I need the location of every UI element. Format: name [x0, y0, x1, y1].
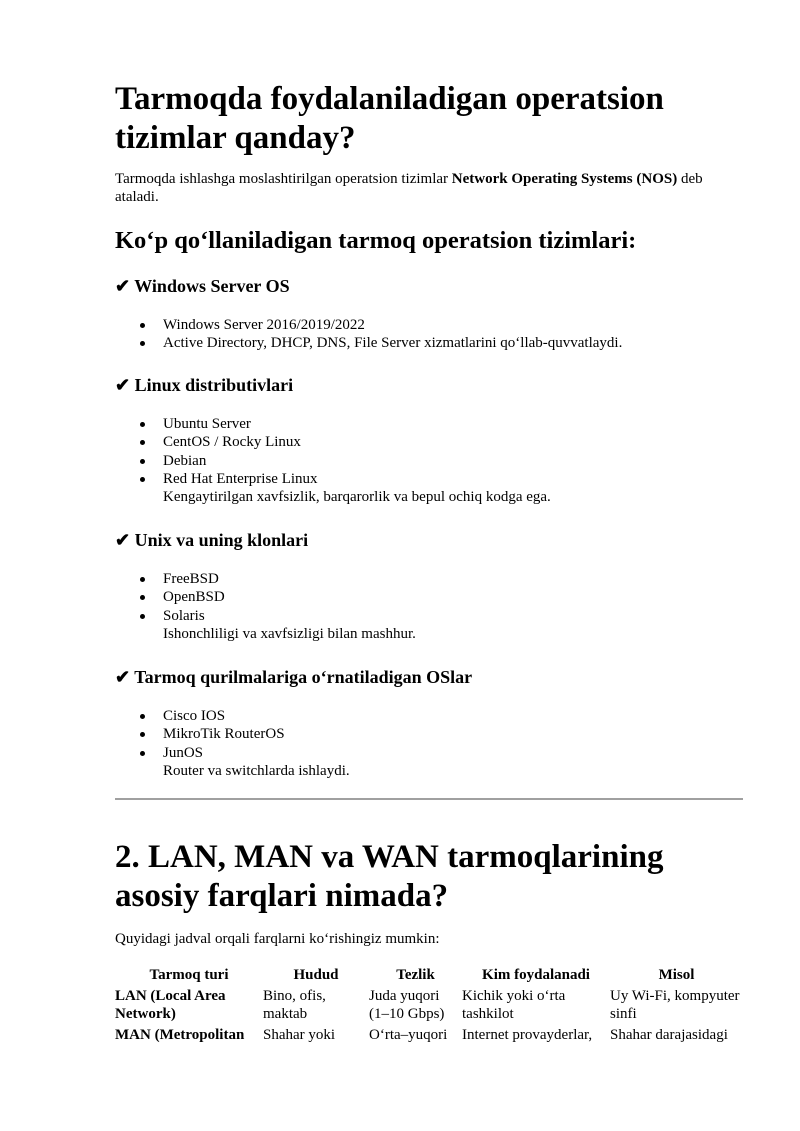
group-list-linux — [115, 415, 743, 506]
table-cell: Oʻrta–yuqori — [369, 1026, 448, 1043]
intro-text-bold: Network Operating Systems (NOS) — [451, 171, 678, 187]
section1-intro — [115, 170, 743, 206]
bullet-icon — [140, 422, 145, 427]
bullet-icon — [140, 614, 145, 619]
list-item-text: Red Hat Enterprise Linux — [163, 470, 318, 487]
table-cell: Internet provayderlar, — [462, 1026, 593, 1043]
list-item — [115, 570, 743, 588]
table-header-row — [115, 966, 743, 987]
table-cell: Shahar darajasidagi — [610, 1026, 728, 1043]
group-heading-network-devices: ✔ Tarmoq qurilmalariga oʻrnatiladigan OSlar — [115, 667, 473, 687]
horizontal-divider — [115, 798, 743, 800]
list-item-text: JunOS — [163, 744, 204, 761]
column-header: Kim foydalanadi — [482, 967, 590, 983]
list-item — [115, 588, 743, 606]
list-item — [115, 725, 743, 743]
bullet-icon — [140, 459, 145, 464]
list-item-text: Windows Server 2016/2019/2022 — [163, 317, 365, 333]
list-item — [115, 744, 743, 762]
bullet-icon — [140, 751, 145, 756]
list-item — [115, 433, 743, 451]
column-header: Tezlik — [396, 967, 435, 983]
list-item-text: Solaris — [163, 607, 205, 624]
group-heading-windows: ✔ Windows Server OS — [115, 276, 290, 296]
table-row — [115, 1026, 743, 1046]
table-cell: Bino, ofis, maktab — [263, 988, 326, 1023]
table-cell: Shahar yoki — [263, 1026, 336, 1043]
group-note: Ishonchliligi va xavfsizligi bilan mashhur. — [163, 625, 416, 642]
section1-title: Tarmoqda foydalaniladigan operatsion tizimlar qanday? — [115, 81, 664, 156]
table-cell: MAN (Metropolitan — [115, 1026, 245, 1043]
table-cell: Uy Wi-Fi, kompyuter sinfi — [610, 988, 740, 1023]
group-list-windows — [115, 316, 743, 353]
list-item-text: Ubuntu Server — [163, 416, 251, 432]
bullet-icon — [140, 732, 145, 737]
group-list-unix — [115, 570, 743, 643]
list-item — [115, 607, 743, 625]
list-item — [115, 707, 743, 725]
bullet-icon — [140, 714, 145, 719]
list-item — [115, 316, 743, 334]
group-heading-unix: ✔ Unix va uning klonlari — [115, 530, 309, 550]
bullet-icon — [140, 577, 145, 582]
list-item — [115, 334, 743, 352]
column-header: Tarmoq turi — [149, 967, 229, 983]
bullet-icon — [140, 477, 145, 482]
intro-text-end: deb ataladi. — [115, 171, 703, 205]
intro-text-start: Tarmoqda ishlashga moslashtirilgan operatsion tizimlar — [115, 171, 452, 187]
table-cell: LAN (Local Area Network) — [115, 988, 226, 1023]
comparison-table — [115, 966, 743, 1046]
list-item-text: CentOS / Rocky Linux — [163, 434, 301, 451]
bullet-icon — [140, 323, 145, 328]
list-item-text: MikroTik RouterOS — [163, 726, 285, 743]
list-item — [115, 452, 743, 470]
bullet-icon — [140, 595, 145, 600]
list-item — [115, 415, 743, 433]
column-header: Misol — [658, 967, 695, 983]
bullet-icon — [140, 440, 145, 445]
table-row — [115, 987, 743, 1026]
list-item — [115, 470, 743, 488]
column-header: Hudud — [293, 967, 339, 983]
list-item-text: Active Directory, DHCP, DNS, File Server xizmatlarini qoʻllab-quvvatlaydi. — [163, 335, 623, 352]
group-list-network-devices — [115, 707, 743, 780]
table-cell: Juda yuqori (1–10 Gbps) — [369, 988, 445, 1023]
section2-title: 2. LAN, MAN va WAN tarmoqlarining asosiy farqlari nimada? — [115, 839, 664, 914]
table-cell: Kichik yoki oʻrta tashkilot — [462, 988, 566, 1023]
group-heading-linux: ✔ Linux distributivlari — [115, 375, 294, 395]
bullet-icon — [140, 341, 145, 346]
section2-intro: Quyidagi jadval orqali farqlarni koʻrishingiz mumkin: — [115, 931, 440, 947]
list-item-text: Cisco IOS — [163, 708, 226, 724]
list-item-text: FreeBSD — [163, 571, 219, 587]
group-note: Kengaytirilgan xavfsizlik, barqarorlik va bepul ochiq kodga ega. — [163, 489, 551, 506]
list-item-text: Debian — [163, 452, 207, 469]
group-note: Router va switchlarda ishlaydi. — [163, 762, 350, 779]
list-item-text: OpenBSD — [163, 589, 225, 606]
section1-subtitle: Koʻp qoʻllaniladigan tarmoq operatsion tizimlari: — [115, 227, 637, 254]
